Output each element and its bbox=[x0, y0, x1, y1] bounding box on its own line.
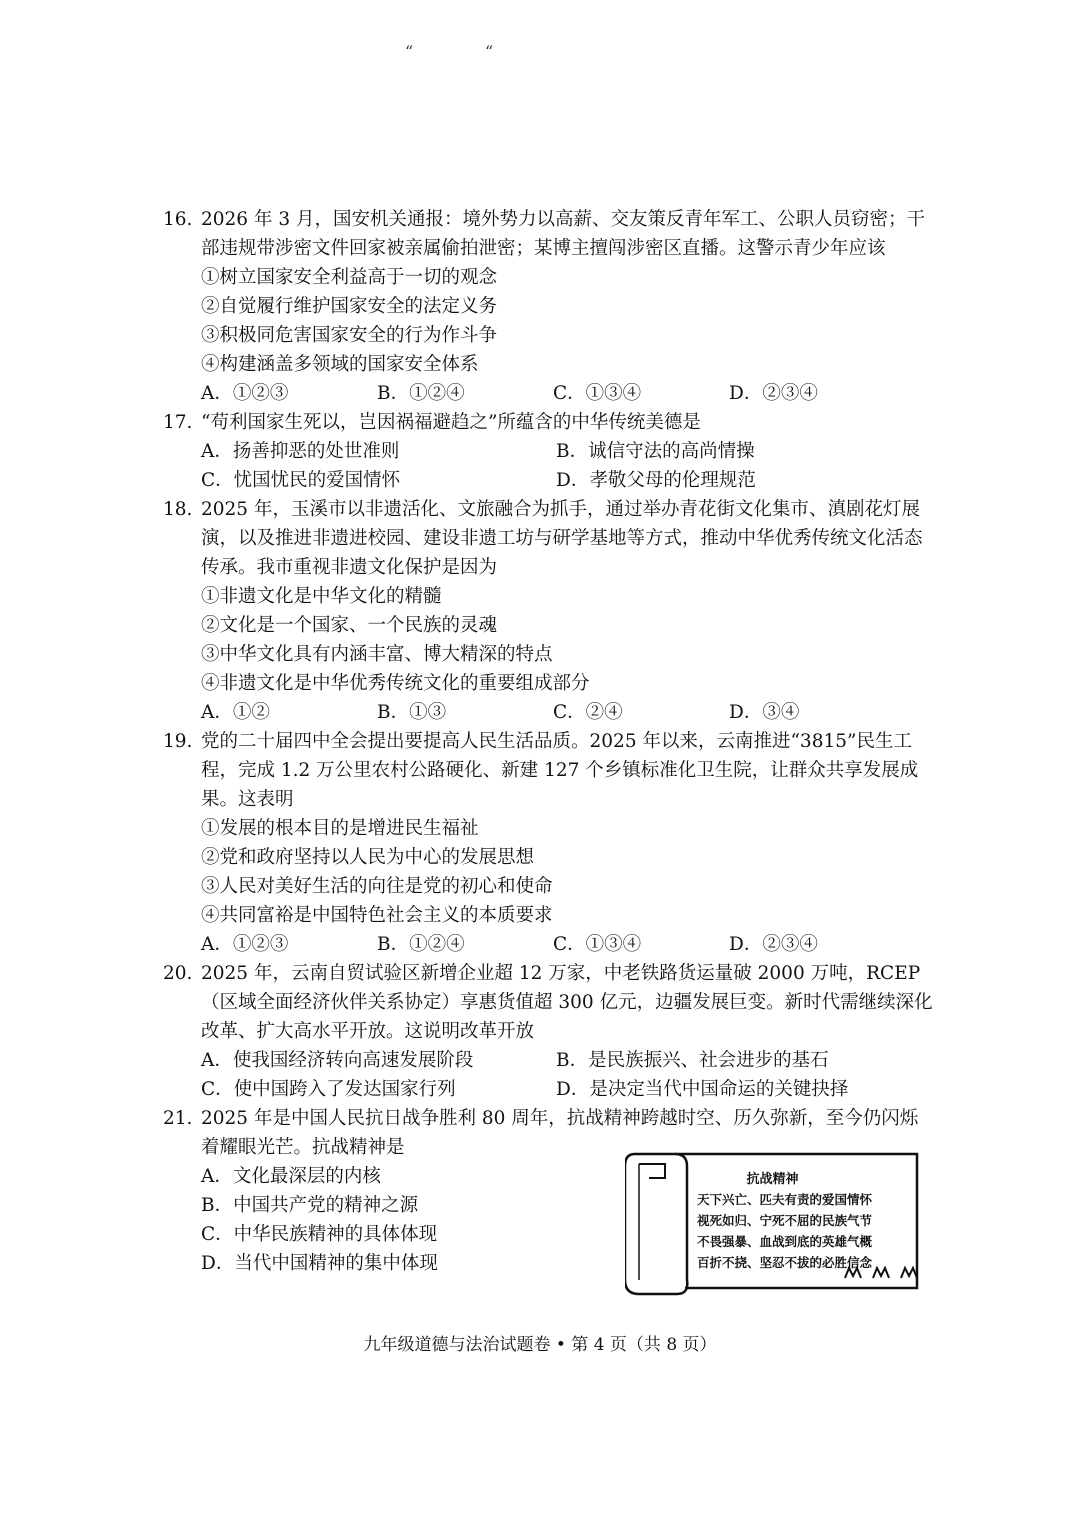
option-d: D．③④ bbox=[729, 702, 800, 723]
statement-item: ④构建涵盖多领域的国家安全体系 bbox=[201, 354, 479, 375]
top-mark: “ bbox=[405, 42, 414, 61]
scroll-title: 抗战精神 bbox=[746, 1172, 799, 1187]
option-a: A．①② bbox=[201, 702, 270, 723]
statement-item: ②文化是一个国家、一个民族的灵魂 bbox=[201, 615, 498, 636]
statement-item: ③中华文化具有内涵丰富、博大精深的特点 bbox=[201, 644, 553, 665]
question-number: 18. bbox=[163, 499, 193, 520]
question-21-block bbox=[163, 1104, 933, 1278]
option-a: A．文化最深层的内核 bbox=[201, 1166, 381, 1187]
question-16 bbox=[163, 205, 933, 263]
question-number: 20. bbox=[163, 963, 193, 984]
option-b: B．中国共产党的精神之源 bbox=[201, 1195, 419, 1216]
scroll-line: 视死如归、宁死不屈的民族气节 bbox=[697, 1213, 873, 1228]
scroll-illustration bbox=[625, 1148, 920, 1298]
option-b: B．①②④ bbox=[377, 383, 465, 404]
statement-item: ④非遗文化是中华优秀传统文化的重要组成部分 bbox=[201, 673, 590, 694]
option-d: D．是决定当代中国命运的关键抉择 bbox=[556, 1079, 849, 1100]
options-row bbox=[163, 437, 933, 466]
page-footer: 九年级道德与法治试题卷 • 第 4 页（共 8 页） bbox=[363, 1335, 717, 1355]
statement-item: ③人民对美好生活的向往是党的初心和使命 bbox=[201, 876, 553, 897]
question-18 bbox=[163, 495, 933, 582]
scroll-line: 百折不挠、坚忍不拔的必胜信念 bbox=[697, 1255, 873, 1270]
scroll-line: 天下兴亡、匹夫有责的爱国情怀 bbox=[697, 1192, 873, 1207]
option-b: B．诚信守法的高尚情操 bbox=[556, 441, 755, 462]
question-stem: 2026 年 3 月，国安机关通报：境外势力以高薪、交友策反青年军工、公职人员窃密；干部违规带涉密文件回家被亲属偷拍泄密；某博主擅闯涉密区直播。这警示青少年应该 bbox=[201, 209, 925, 259]
scroll-line: 不畏强暴、血战到底的英雄气概 bbox=[697, 1234, 873, 1249]
option-b: B．是民族振兴、社会进步的基石 bbox=[556, 1050, 829, 1071]
option-d: D．②③④ bbox=[729, 934, 818, 955]
option-c: C．①③④ bbox=[553, 383, 642, 404]
option-c: C．中华民族精神的具体体现 bbox=[201, 1224, 438, 1245]
question-stem: 2025 年是中国人民抗日战争胜利 80 周年，抗战精神跨越时空、历久弥新，至今仍闪烁着耀眼光芒。抗战精神是 bbox=[201, 1108, 919, 1158]
options-row bbox=[163, 466, 933, 495]
option-a: A．使我国经济转向高速发展阶段 bbox=[201, 1050, 474, 1071]
options-row bbox=[163, 930, 933, 959]
option-b: B．①②④ bbox=[377, 934, 465, 955]
option-b: B．①③ bbox=[377, 702, 447, 723]
statement-item: ①非遗文化是中华文化的精髓 bbox=[201, 586, 442, 607]
option-d: D．孝敬父母的伦理规范 bbox=[556, 470, 756, 491]
option-a: A．扬善抑恶的处世准则 bbox=[201, 441, 400, 462]
options-row bbox=[163, 1046, 933, 1075]
option-d: D．②③④ bbox=[729, 383, 818, 404]
option-c: C．②④ bbox=[553, 702, 623, 723]
options-row bbox=[163, 379, 933, 408]
option-d: D．当代中国精神的集中体现 bbox=[201, 1253, 438, 1274]
question-number: 16. bbox=[163, 209, 193, 230]
statement-item: ②党和政府坚持以人民为中心的发展思想 bbox=[201, 847, 535, 868]
question-stem: 党的二十届四中全会提出要提高人民生活品质。2025 年以来，云南推进“3815”民生工程，完成 1.2 万公里农村公路硬化、新建 127 个乡镇标准化卫生院，让群众共享发展成果。这表明 bbox=[201, 731, 919, 810]
statement-item: ③积极同危害国家安全的行为作斗争 bbox=[201, 325, 498, 346]
statement-item: ①发展的根本目的是增进民生福祉 bbox=[201, 818, 479, 839]
options-row bbox=[163, 1075, 933, 1104]
question-number: 19. bbox=[163, 731, 193, 752]
question-17 bbox=[163, 408, 933, 437]
option-a: A．①②③ bbox=[201, 934, 289, 955]
question-stem: 2025 年，云南自贸试验区新增企业超 12 万家，中老铁路货运量破 2000 万吨，RCEP（区域全面经济伙伴关系协定）享惠货值超 300 亿元，边疆发展巨变。新时代需继续深化改革、扩大高水平开放。这说明改革开放 bbox=[201, 963, 933, 1042]
question-number: 17. bbox=[163, 412, 193, 433]
question-20 bbox=[163, 959, 933, 1046]
question-stem: “苟利国家生死以，岂因祸福避趋之”所蕴含的中华传统美德是 bbox=[201, 412, 701, 433]
exam-page bbox=[163, 205, 933, 1278]
statement-item: ②自觉履行维护国家安全的法定义务 bbox=[201, 296, 498, 317]
option-a: A．①②③ bbox=[201, 383, 289, 404]
option-c: C．忧国忧民的爱国情怀 bbox=[201, 470, 401, 491]
options-row bbox=[163, 698, 933, 727]
question-19 bbox=[163, 727, 933, 814]
question-stem: 2025 年，玉溪市以非遗活化、文旅融合为抓手，通过举办青花街文化集市、滇剧花灯展演，以及推进非遗进校园、建设非遗工坊与研学基地等方式，推动中华优秀传统文化活态传承。我市重视非遗文化保护是因为 bbox=[201, 499, 923, 578]
question-number: 21. bbox=[163, 1108, 193, 1129]
top-mark: “ bbox=[485, 42, 494, 61]
statement-item: ①树立国家安全利益高于一切的观念 bbox=[201, 267, 498, 288]
statement-item: ④共同富裕是中国特色社会主义的本质要求 bbox=[201, 905, 553, 926]
option-c: C．使中国跨入了发达国家行列 bbox=[201, 1079, 456, 1100]
option-c: C．①③④ bbox=[553, 934, 642, 955]
